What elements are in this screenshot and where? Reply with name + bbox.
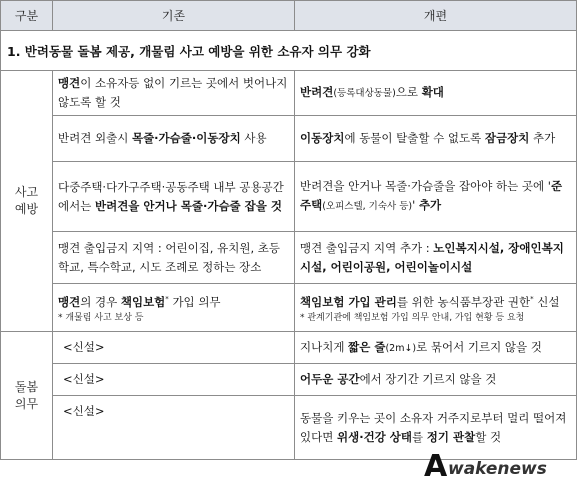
header-revised: 개편: [295, 1, 577, 31]
text: 신설: [533, 294, 560, 309]
table-row: [1, 332, 577, 364]
small-text: (오피스텔, 기숙사 등): [322, 201, 413, 212]
existing-cell: <신설>: [53, 332, 295, 364]
bold-text: 책임보험: [120, 294, 166, 309]
text: 로 묶어서 기르지 않을 것: [416, 339, 542, 354]
existing-cell: [53, 116, 295, 162]
bold-text: 정기 관찰: [426, 429, 476, 444]
text: 맹견 출입금지 지역 추가 :: [300, 240, 434, 255]
bold-text: 노인복지시설, 장애인복지시설, 어린이공원, 어린이놀이시설: [300, 240, 564, 274]
revised-cell: [295, 232, 577, 284]
section-row: [1, 31, 577, 71]
bold-text: 잠금장치: [484, 131, 530, 145]
text: 에 동물이 탈출할 수 없도록: [344, 131, 485, 145]
bold-text: 이동장치: [300, 131, 345, 145]
text: 할 것: [475, 429, 502, 444]
text: 에서 장기간 기르지 않을 것: [359, 372, 497, 386]
revised-cell: [295, 162, 577, 232]
table-row: [1, 284, 577, 332]
footnote-mark: *: [165, 295, 169, 304]
watermark-text: wakenews: [448, 459, 547, 479]
revised-cell: [295, 116, 577, 162]
text: 의 경우: [80, 294, 121, 309]
header-category: 구분: [1, 1, 53, 31]
revised-cell: [295, 364, 577, 396]
table-row: [1, 116, 577, 162]
existing-cell: <신설>: [53, 364, 295, 396]
footnote: * 관계기관에 책임보험 가입 의무 안내, 가입 현황 등 요청: [300, 312, 525, 323]
text: 동물을 키우는 곳이 소유자 거주지로부터 멀리 떨어져 있다면: [300, 410, 567, 444]
bold-text: 준주택: [300, 179, 563, 212]
bold-text: 반려견: [300, 85, 334, 99]
small-text: (2m↓): [385, 342, 417, 354]
existing-cell: <신설>: [53, 396, 295, 460]
bold-text: 맹견: [58, 76, 81, 90]
existing-cell: [53, 71, 295, 116]
category-line: 의무: [14, 396, 39, 411]
section-title: 1. 반려동물 돌봄 제공, 개물림 사고 예방을 위한 소유자 의무 강화: [1, 31, 577, 71]
bold-text: 짧은 줄: [348, 339, 386, 354]
watermark-letter: A: [424, 449, 448, 482]
text: 으로: [395, 85, 422, 99]
bold-text: 목줄·가슴줄·이동장치: [131, 131, 241, 145]
category-accident-prevention: [1, 71, 53, 332]
table-header-row: [1, 1, 577, 31]
revised-cell: [295, 332, 577, 364]
table-row: [1, 232, 577, 284]
text: 반려견을 안거나 목줄·가슴줄을 잡아야 하는 곳에 ': [300, 179, 551, 193]
footnote-mark: *: [530, 295, 534, 304]
bold-text: 어두운 공간: [300, 372, 360, 386]
text: 사용: [240, 131, 267, 145]
text: 를: [412, 429, 427, 444]
text: 가입 의무: [168, 294, 221, 309]
existing-cell: [53, 162, 295, 232]
bold-text: 맹견: [58, 294, 81, 309]
table-row: [1, 162, 577, 232]
table-row: [1, 364, 577, 396]
bold-text: 추가: [418, 198, 442, 212]
existing-cell: [53, 284, 295, 332]
revised-cell: [295, 71, 577, 116]
text: 이 소유자등 없이 기르는 곳에서 벗어나지 않도록 할 것: [58, 76, 288, 109]
category-line: 사고: [14, 185, 39, 199]
text: 지나치게: [300, 339, 349, 354]
category-line: 예방: [14, 202, 39, 216]
text: 를 위한 농식품부장관 권한: [396, 294, 531, 309]
text: 추가: [529, 131, 556, 145]
awakenews-watermark-logo: [422, 446, 562, 482]
text: 다중주택·다가구주택·공동주택 내부 공용공간에서는: [58, 179, 284, 213]
category-care-duty: [1, 332, 53, 460]
bold-text: 위생·건강 상태: [336, 429, 413, 444]
bold-text: 반려견을 안거나 목줄·가슴줄 잡을 것: [94, 198, 283, 213]
bold-text: 책임보험 가입 관리: [300, 294, 397, 309]
text: ': [412, 198, 419, 212]
footnote: * 개물림 사고 보상 등: [58, 312, 144, 323]
bold-text: 확대: [421, 85, 444, 99]
text: 반려견 외출시: [58, 131, 132, 145]
header-existing: 기존: [53, 1, 295, 31]
table-row: [1, 71, 577, 116]
revised-cell: [295, 284, 577, 332]
small-text: (등록대상동물): [333, 88, 396, 99]
existing-cell: 맹견 출입금지 지역 : 어린이집, 유치원, 초등학교, 특수학교, 시도 조례로 정하는 장소: [53, 232, 295, 284]
category-line: 돌봄: [14, 379, 39, 394]
